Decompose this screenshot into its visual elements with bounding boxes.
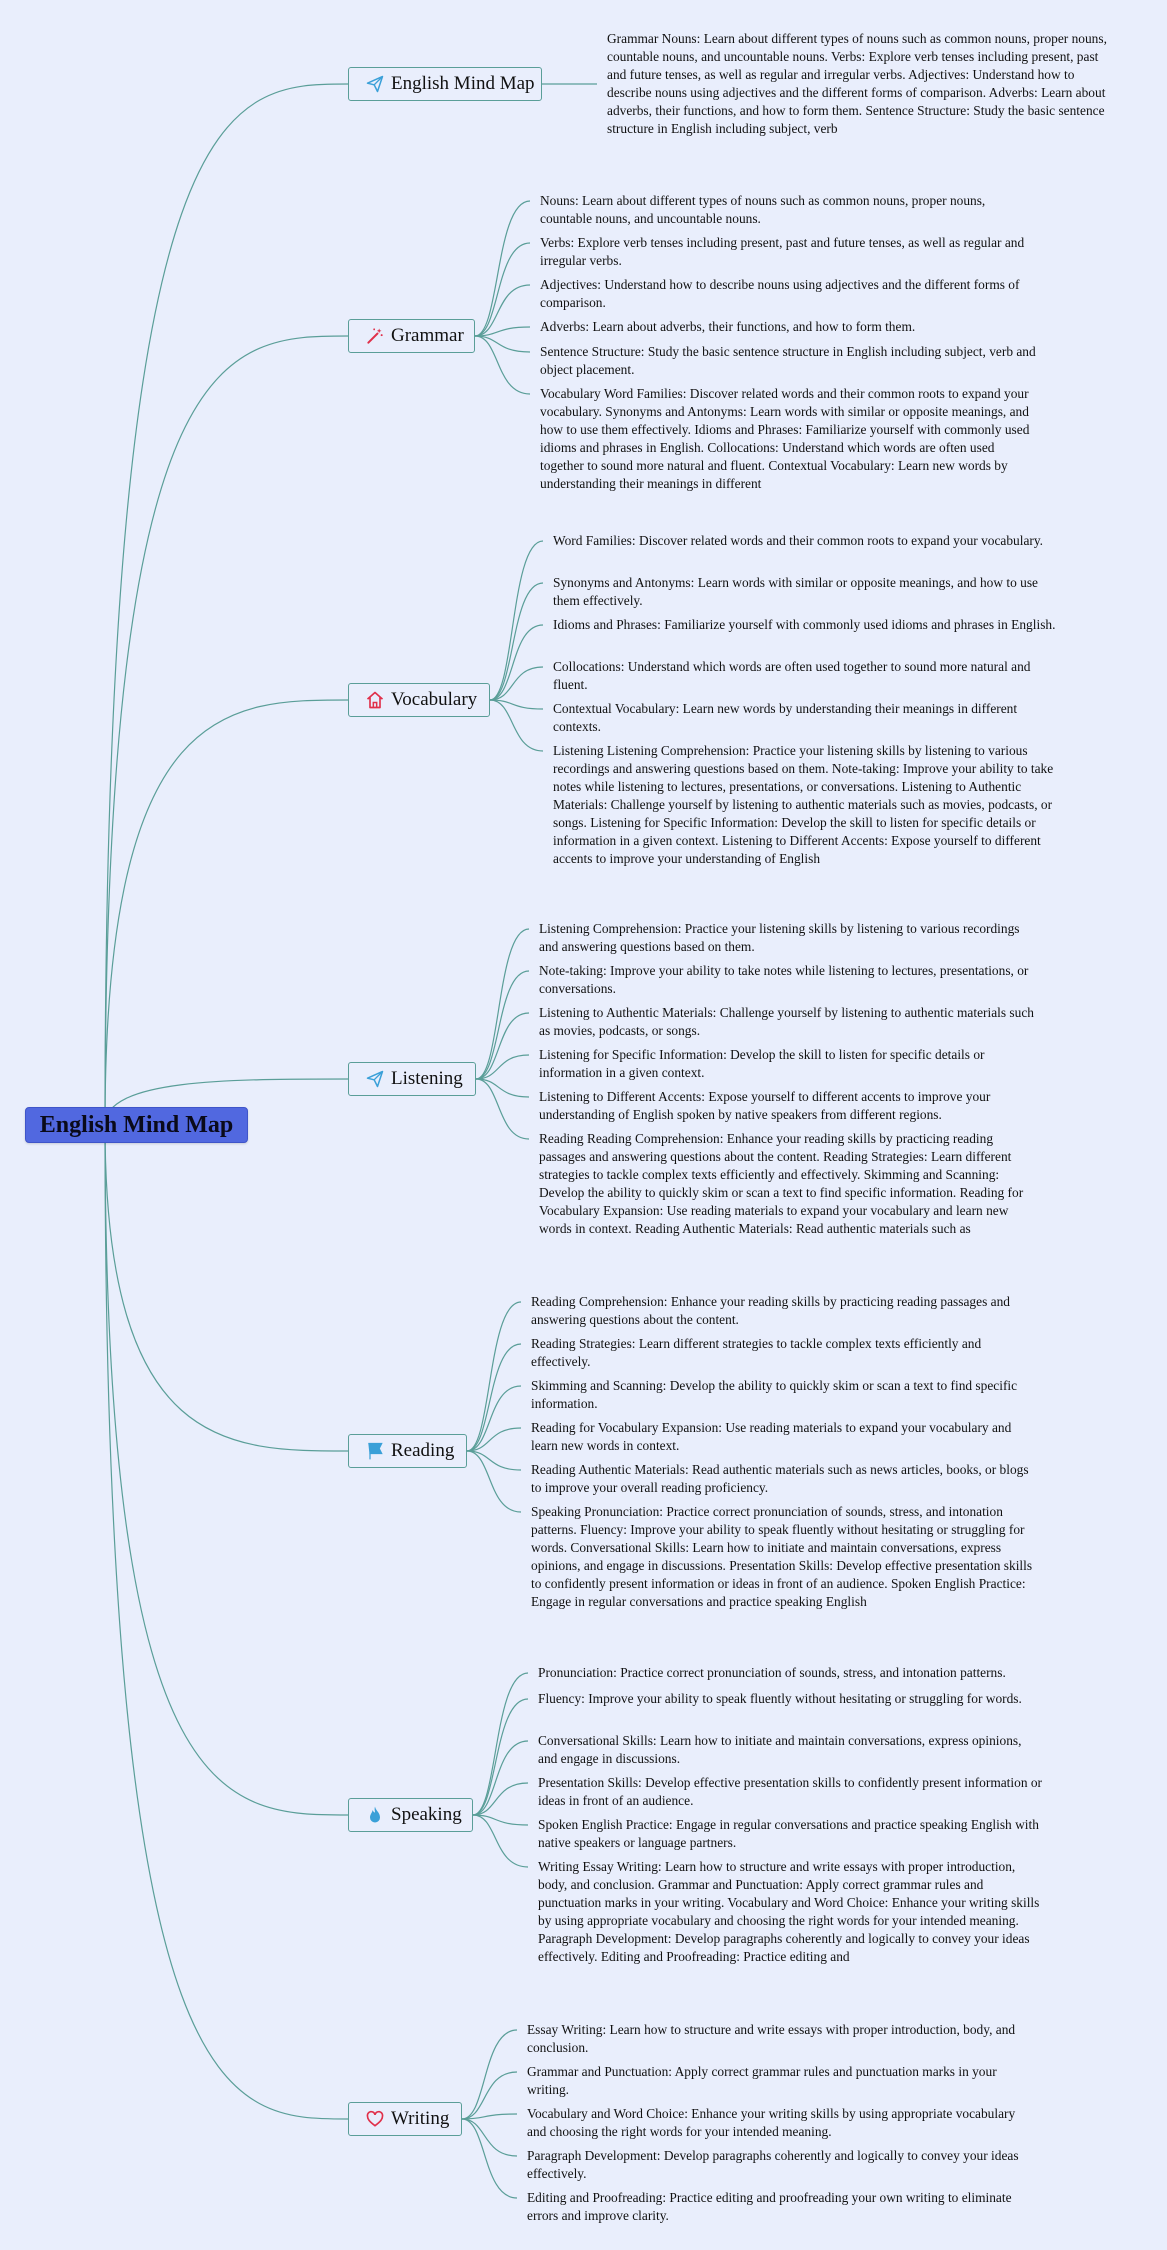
branch-to-leaf-connector (473, 1699, 528, 1815)
branch-label: Writing (391, 2108, 450, 2129)
branch-to-leaf-connector (475, 201, 530, 336)
branch-to-leaf-connector (475, 336, 530, 352)
leaf-grammar-2: Verbs: Explore verb tenses including present, past and future tenses, as well as regular and irregular verbs. (540, 235, 1025, 268)
branch-to-leaf-connector (490, 667, 543, 700)
branch-to-leaf-connector (473, 1783, 528, 1815)
branch-to-leaf-connector (467, 1451, 521, 1512)
branch-to-leaf-connector (462, 2119, 517, 2156)
flame-icon (365, 1805, 385, 1825)
root-to-branch-connector (105, 700, 348, 1125)
branch-to-leaf-connector (475, 243, 530, 336)
leaf-writing-1: Essay Writing: Learn how to structure and write essays with proper introduction, body, and conclusion. (527, 2022, 1016, 2055)
leaf-grammar-4: Adverbs: Learn about adverbs, their functions, and how to form them. (540, 319, 916, 334)
branch-to-leaf-connector (467, 1302, 521, 1451)
branch-to-leaf-connector (462, 2030, 517, 2119)
branch-node-writing[interactable] (348, 2102, 462, 2136)
branch-to-leaf-connector (490, 700, 543, 709)
leaf-vocabulary-5: Contextual Vocabulary: Learn new words by understanding their meanings in different contexts. (553, 701, 1018, 734)
branch-label: Listening (391, 1068, 463, 1089)
paper-plane-icon (365, 74, 385, 94)
branch-to-leaf-connector (476, 1055, 529, 1079)
leaf-english-summary: Grammar Nouns: Learn about different types of nouns such as common nouns, proper nouns, countable nouns, and uncountable nouns. Verbs: Explore verb tenses including present, past and future tenses, as well as regular and irregular verbs. Adjectives: Understand how to describe nouns using adjectives and the different forms of comparison. Adverbs: Learn about adverbs, their functions, and how to form them. Sentence Structure: Study the basic sentence structure in English including subject, verb (607, 31, 1107, 136)
flag-icon (365, 1441, 385, 1461)
branch-to-leaf-connector (475, 327, 530, 336)
branch-to-leaf-connector (473, 1815, 528, 1825)
branch-to-leaf-connector (476, 1079, 529, 1139)
branch-to-leaf-connector (490, 583, 543, 700)
branch-to-leaf-connector (476, 1079, 529, 1097)
leaf-vocabulary-1: Word Families: Discover related words and their common roots to expand your vocabulary. (553, 533, 1044, 548)
branch-to-leaf-connector (476, 971, 529, 1079)
leaf-writing-3: Vocabulary and Word Choice: Enhance your writing skills by using appropriate vocabulary and choosing the right words for your intended meaning. (527, 2106, 1016, 2139)
leaf-listening-6: Reading Reading Comprehension: Enhance your reading skills by practicing reading passages and answering questions about the content. Reading Strategies: Learn different strategies to tackle complex texts efficiently and effectively. Skimming and Scanning: Develop the ability to quickly skim or scan a text to find specific information. Reading for Vocabulary Expansion: Use reading materials to expand your vocabulary and learn new words in context. Reading Authentic Materials: Read authentic materials such as (539, 1131, 1024, 1236)
leaf-listening-1: Listening Comprehension: Practice your listening skills by listening to various recordings and answering questions based on them. (539, 921, 1020, 954)
branch-to-leaf-connector (476, 929, 529, 1079)
branch-to-leaf-connector (467, 1386, 521, 1451)
leaf-speaking-3: Conversational Skills: Learn how to initiate and maintain conversations, express opinions, and engage in discussions. (538, 1733, 1022, 1766)
leaf-speaking-2: Fluency: Improve your ability to speak fluently without hesitating or struggling for words. (538, 1691, 1022, 1706)
leaf-writing-4: Paragraph Development: Develop paragraphs coherently and logically to convey your ideas effectively. (527, 2148, 1019, 2181)
branch-to-leaf-connector (490, 541, 543, 700)
branch-node-reading[interactable] (348, 1434, 467, 1468)
magic-wand-icon (365, 326, 385, 346)
leaf-reading-1: Reading Comprehension: Enhance your reading skills by practicing reading passages and answering questions about the content. (531, 1294, 1010, 1327)
leaf-vocabulary-4: Collocations: Understand which words are often used together to sound more natural and fluent. (553, 659, 1031, 692)
branch-to-leaf-connector (490, 700, 543, 751)
branch-node-english-mind-map[interactable] (348, 67, 542, 101)
branch-to-leaf-connector (490, 625, 543, 700)
branch-to-leaf-connector (473, 1815, 528, 1867)
root-to-branch-connector (105, 1125, 348, 2119)
leaf-listening-4: Listening for Specific Information: Develop the skill to listen for specific details or information in a given context. (539, 1047, 985, 1080)
leaf-grammar-3: Adjectives: Understand how to describe nouns using adjectives and the different forms of comparison. (540, 277, 1020, 310)
leaf-speaking-1: Pronunciation: Practice correct pronunciation of sounds, stress, and intonation patterns. (538, 1665, 1006, 1680)
branch-to-leaf-connector (473, 1741, 528, 1815)
leaf-reading-6: Speaking Pronunciation: Practice correct pronunciation of sounds, stress, and intonation patterns. Fluency: Improve your ability to speak fluently without hesitating or struggling for words. Conversational Skills: Learn how to initiate and maintain conversations, express opinions, and engage in discussions. Presentation Skills: Develop effective presentation skills to confidently present information or ideas in front of an audience. Spoken English Practice: Engage in regular conversations and practice speaking English (531, 1504, 1033, 1609)
branch-label: Speaking (391, 1804, 462, 1825)
branch-label: Grammar (391, 325, 464, 346)
leaf-listening-5: Listening to Different Accents: Expose yourself to different accents to improve your understanding of English spoken by native speakers from different regions. (539, 1089, 991, 1122)
branch-to-leaf-connector (467, 1344, 521, 1451)
leaf-reading-5: Reading Authentic Materials: Read authentic materials such as news articles, books, or blogs to improve your overall reading proficiency. (531, 1462, 1029, 1495)
leaf-vocabulary-6: Listening Listening Comprehension: Practice your listening skills by listening to various recordings and answering questions based on them. Note-taking: Improve your ability to take notes while listening to lectures, presentations, or conversations. Listening to Authentic Materials: Challenge yourself by listening to authentic materials such as movies, podcasts, or songs. Listening for Specific Information: Develop the skill to listen for specific details or information in a given context. Listening to Different Accents: Expose yourself to different accents to improve your understanding of English (553, 743, 1054, 866)
leaf-speaking-4: Presentation Skills: Develop effective presentation skills to confidently present information or ideas in front of an audience. (538, 1775, 1043, 1808)
leaf-grammar-1: Nouns: Learn about different types of nouns such as common nouns, proper nouns, countable nouns, and uncountable nouns. (540, 193, 986, 226)
branch-to-leaf-connector (475, 285, 530, 336)
root-to-branch-connector (105, 1125, 348, 1451)
leaf-listening-3: Listening to Authentic Materials: Challenge yourself by listening to authentic materials such as movies, podcasts, or songs. (539, 1005, 1034, 1038)
branch-to-leaf-connector (476, 1013, 529, 1079)
leaf-speaking-5: Spoken English Practice: Engage in regular conversations and practice speaking English with native speakers or language partners. (538, 1817, 1039, 1850)
leaf-grammar-6: Vocabulary Word Families: Discover related words and their common roots to expand your vocabulary. Synonyms and Antonyms: Learn words with similar or opposite meanings, and how to use them effectively. Idioms and Phrases: Familiarize yourself with commonly used idioms and phrases in English. Collocations: Understand which words are often used together to sound more natural and fluent. Contextual Vocabulary: Learn new words by understanding their meanings in different (540, 386, 1030, 491)
leaf-listening-2: Note-taking: Improve your ability to take notes while listening to lectures, presentations, or conversations. (539, 963, 1029, 996)
branch-to-leaf-connector (475, 336, 530, 394)
branch-node-listening[interactable] (348, 1062, 476, 1096)
root-title: English Mind Map (39, 1111, 234, 1138)
leaf-speaking-6: Writing Essay Writing: Learn how to structure and write essays with proper introduction, body, and conclusion. Grammar and Punctuation: Apply correct grammar rules and punctuation marks in your writing. Vocabulary and Word Choice: Enhance your writing skills by using appropriate vocabulary and choosing the right words for your intended meaning. Paragraph Development: Develop paragraphs coherently and logically to convey your ideas effectively. Editing and Proofreading: Practice editing and (538, 1859, 1040, 1964)
branch-to-leaf-connector (467, 1451, 521, 1470)
leaf-writing-2: Grammar and Punctuation: Apply correct grammar rules and punctuation marks in your writing. (527, 2064, 997, 2097)
leaf-writing-5: Editing and Proofreading: Practice editing and proofreading your own writing to eliminate errors and improve clarity. (527, 2190, 1012, 2223)
branch-node-speaking[interactable] (348, 1798, 473, 1832)
branch-to-leaf-connector (473, 1673, 528, 1815)
heart-icon (365, 2109, 385, 2129)
leaf-reading-4: Reading for Vocabulary Expansion: Use reading materials to expand your vocabulary and learn new words in context. (531, 1420, 1012, 1453)
branch-label: Vocabulary (391, 689, 478, 710)
leaf-vocabulary-2: Synonyms and Antonyms: Learn words with similar or opposite meanings, and how to use them effectively. (553, 575, 1038, 608)
leaf-vocabulary-3: Idioms and Phrases: Familiarize yourself with commonly used idioms and phrases in English. (553, 617, 1056, 632)
branch-label: Reading (391, 1440, 455, 1461)
branch-to-leaf-connector (462, 2072, 517, 2119)
branch-node-grammar[interactable] (348, 319, 475, 353)
branch-node-vocabulary[interactable] (348, 683, 490, 717)
branch-to-leaf-connector (462, 2119, 517, 2198)
branch-to-leaf-connector (467, 1428, 521, 1451)
root-to-branch-connector (105, 84, 348, 1125)
branch-to-leaf-connector (462, 2114, 517, 2119)
home-icon (365, 690, 385, 710)
branch-label: English Mind Map (391, 73, 535, 94)
paper-plane-icon (365, 1069, 385, 1089)
leaf-reading-2: Reading Strategies: Learn different strategies to tackle complex texts efficiently and effectively. (531, 1336, 982, 1369)
root-to-branch-connector (105, 1125, 348, 1815)
root-to-branch-connector (105, 336, 348, 1125)
leaf-reading-3: Skimming and Scanning: Develop the ability to quickly skim or scan a text to find specific information. (531, 1378, 1018, 1411)
root-node[interactable] (25, 1107, 248, 1143)
leaf-grammar-5: Sentence Structure: Study the basic sentence structure in English including subject, verb and object placement. (540, 344, 1036, 377)
